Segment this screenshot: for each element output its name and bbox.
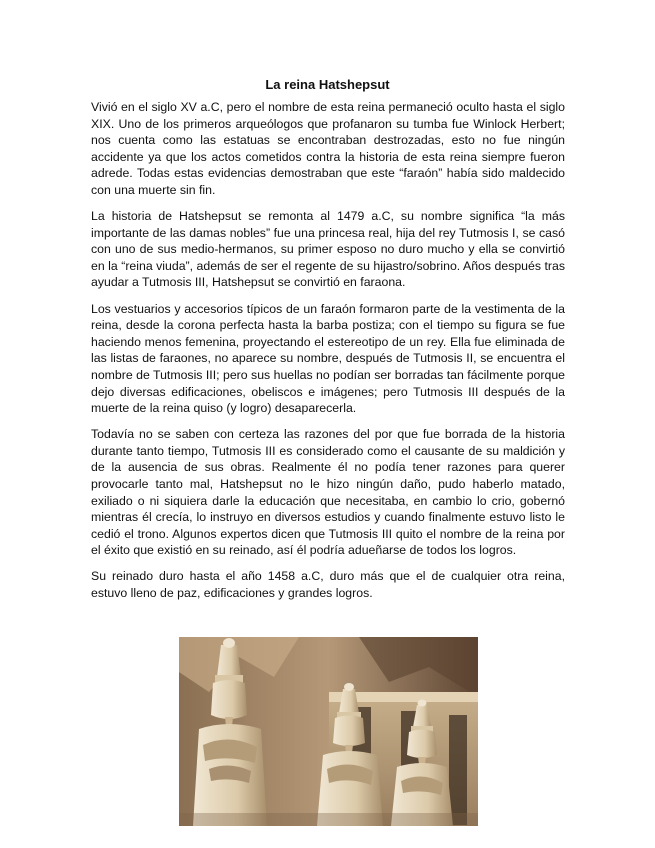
paragraph-1: Vivió en el siglo XV a.C, pero el nombre de esta reina permaneció oculto hasta el siglo XIX. Uno de los primeros arqueólogos que profanaron su tumba fue Winlock Herbert; nos cuenta como las estatuas se encontraban destrozadas, esto no fue ningún accidente ya que los actos cometidos contra la historia de esta reina siempre fueron adrede. Todas estas evidencias demostraban que este “faraón” había sido maldecido con una muerte sin fin. bbox=[91, 100, 565, 197]
paragraph-4: Todavía no se saben con certeza las razones del por que fue borrada de la historia durante tanto tiempo, Tutmosis III es considerado como el causante de su maldición y de la ausencia de sus obras. Realmente él no podía tener razones para querer provocarle tanto mal, Hatshepsut no le hizo ningún daño, pudo haberlo matado, exiliado o ni siquiera darle la educación que necesitaba, en cambio lo crio, gobernó mientras él crecía, lo instruyo en diversos estudios y cuando finalmente estuvo listo le cedió el trono. Algunos expertos dicen que Tutmosis III quito el nombre de la reina por el éxito que existió en su reinado, así él podría adueñarse de todos los logros. bbox=[91, 427, 565, 558]
paragraph-5: Su reinado duro hasta el año 1458 a.C, duro más que el de cualquier otra reina, estuvo lleno de paz, edificaciones y grandes logros. bbox=[91, 569, 565, 601]
document-body bbox=[91, 99, 565, 611]
document-title: La reina Hatshepsut bbox=[265, 77, 390, 92]
osiride-statues-photo bbox=[179, 637, 478, 826]
paragraph-2: La historia de Hatshepsut se remonta al 1479 a.C, su nombre significa “la más importante de las damas nobles” fue una princesa real, hija del rey Tutmosis I, se casó con uno de sus medio-hermanos, su primer esposo no duro mucho y ella se convirtió en la “reina viuda”, además de ser el regente de su hijastro/sobrino. Años después tras ayudar a Tutmosis III, Hatshepsut se convirtió en faraona. bbox=[91, 209, 565, 290]
paragraph-3: Los vestuarios y accesorios típicos de un faraón formaron parte de la vestimenta de la reina, desde la corona perfecta hasta la barba postiza; con el tiempo su figura se fue haciendo menos femenina, proyectando el estereotipo de un rey. Ella fue eliminada de las listas de faraones, no aparece su nombre, después de Tutmosis II, se encuentra el nombre de Tutmosis III; pero sus huellas no podían ser borradas tan fácilmente porque dejo diversas edificaciones, obeliscos e imágenes; pero Tutmosis III después de la muerte de la reina quiso (y logro) desaparecerla. bbox=[91, 301, 565, 416]
